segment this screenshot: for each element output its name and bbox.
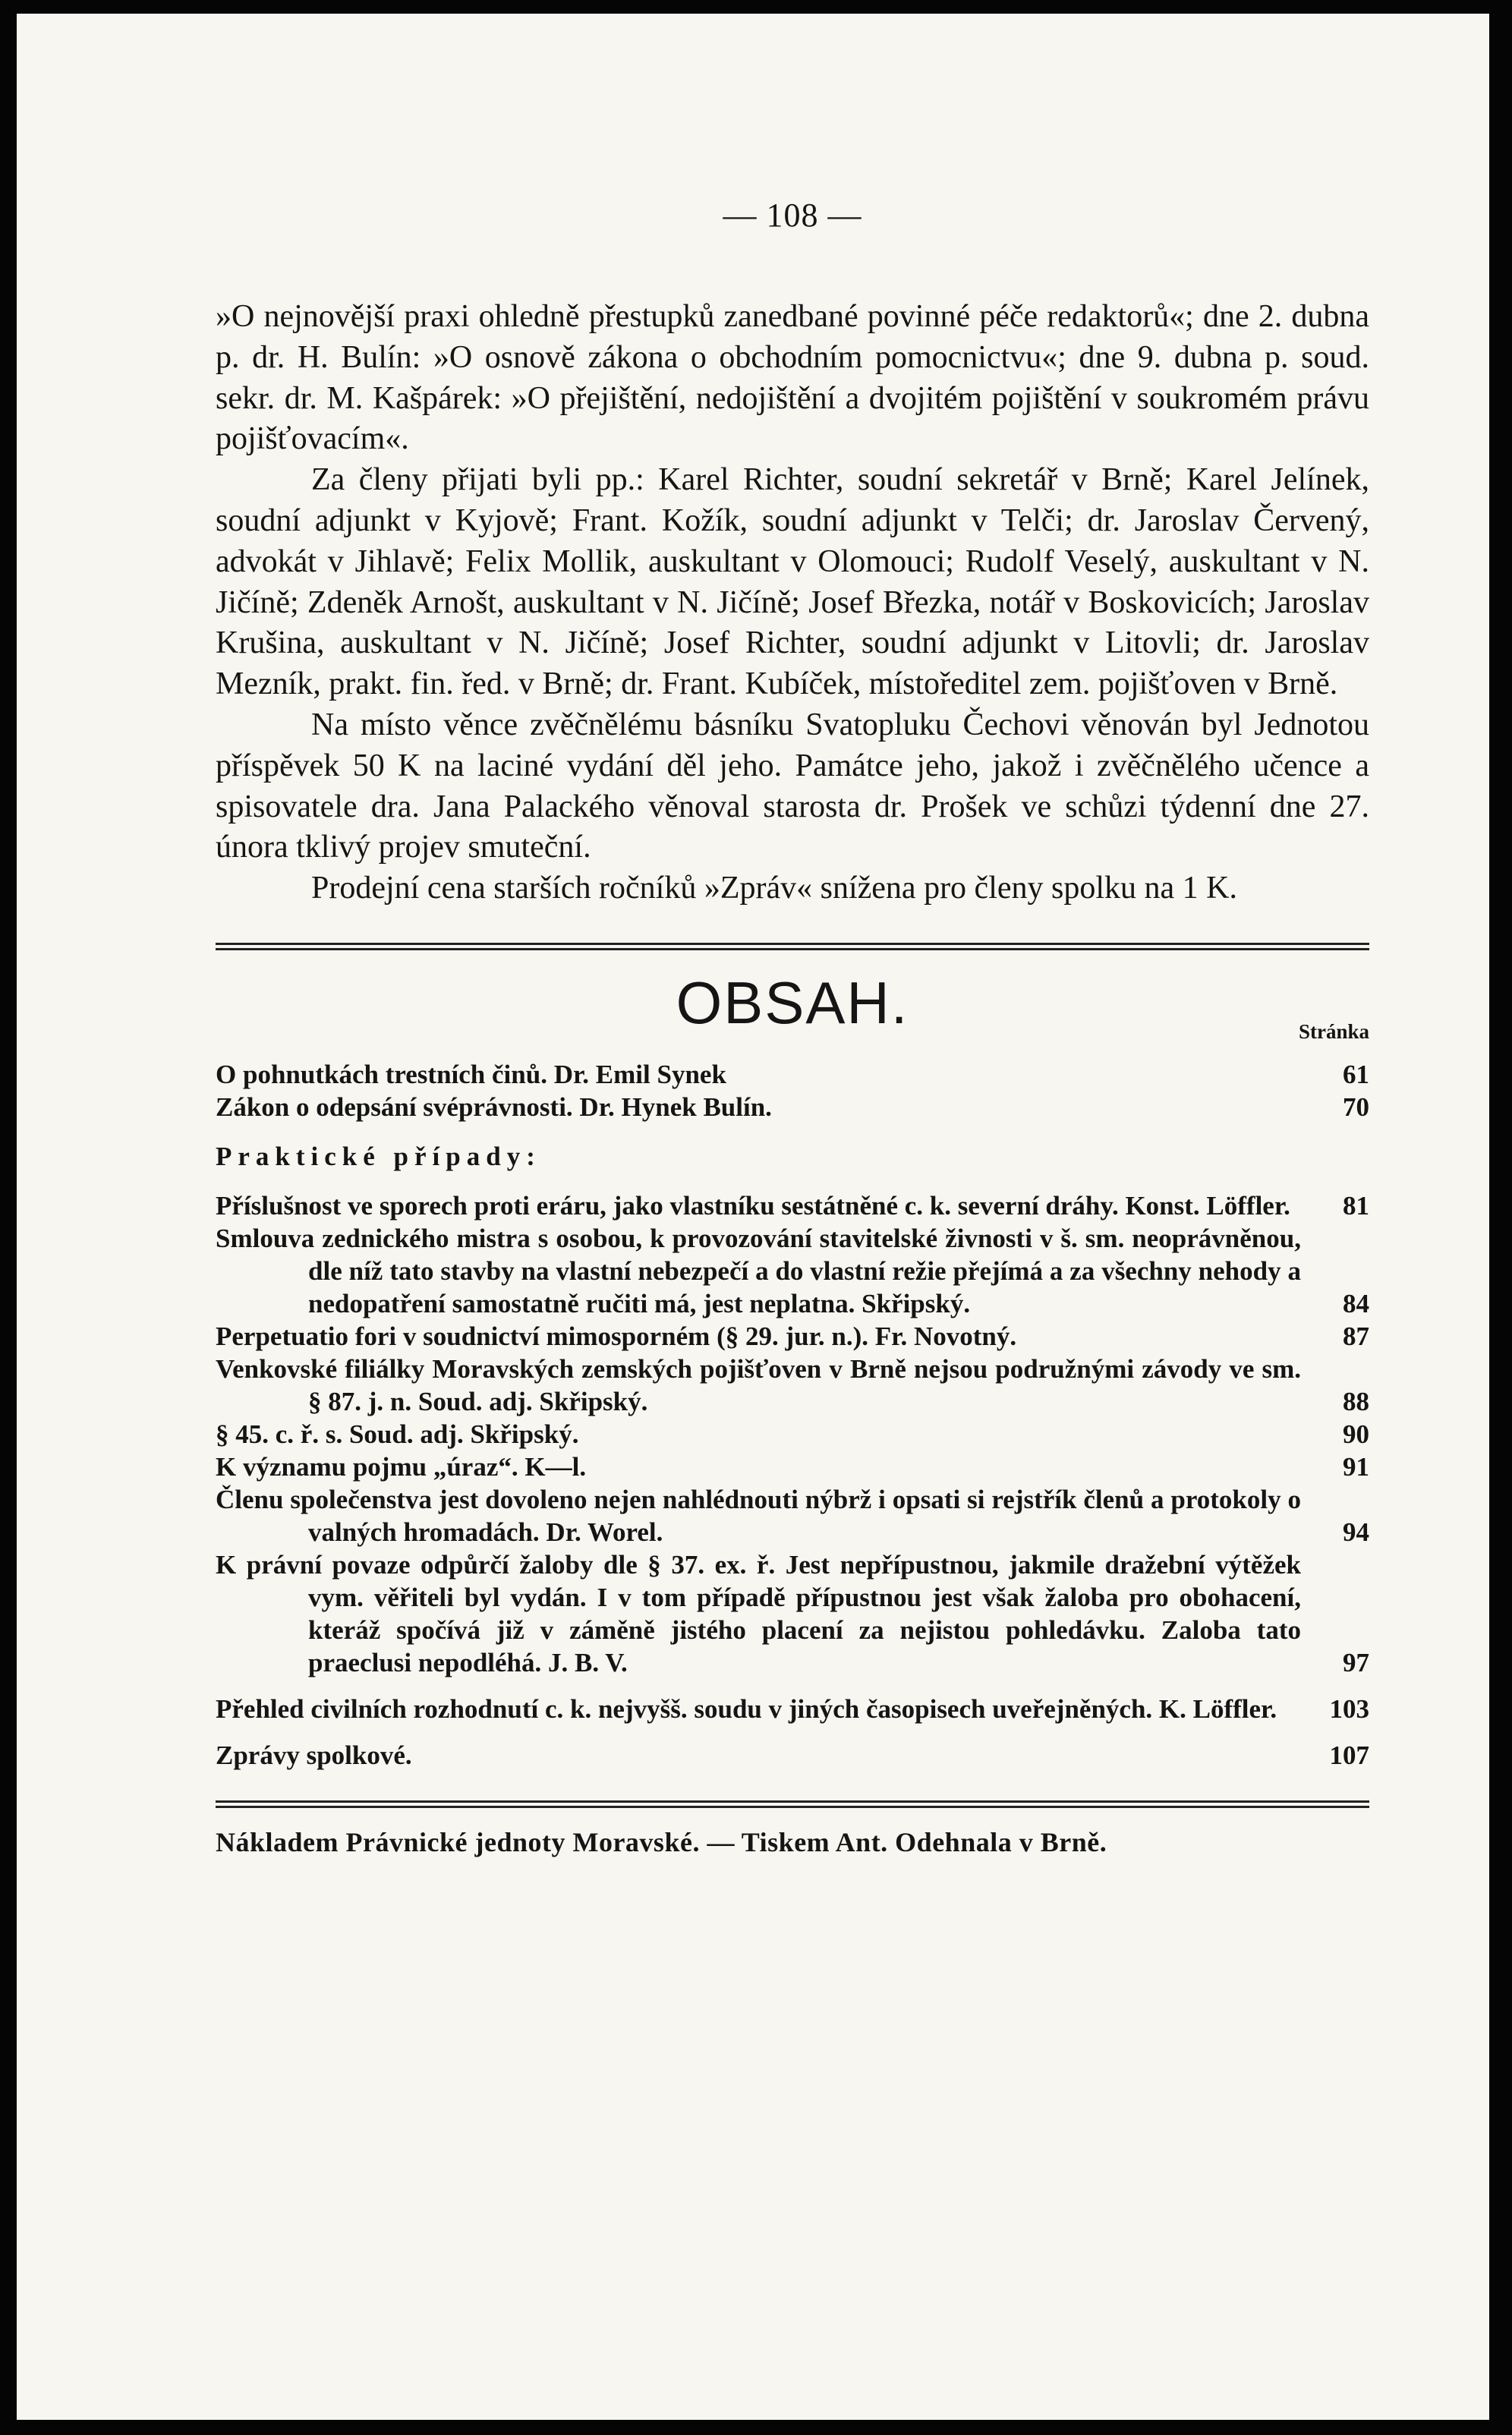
footer-rule [216, 1800, 1369, 1808]
toc-entry-page: 107 [1329, 1740, 1369, 1770]
toc-entry [216, 1222, 1369, 1320]
toc-entry [216, 1320, 1369, 1353]
toc-entry [216, 1739, 1369, 1772]
toc-entry-text: Zákon o odepsání svéprávnosti. Dr. Hynek Bulín. [216, 1091, 772, 1122]
toc-entry [216, 1058, 1369, 1091]
toc-entry [216, 1693, 1369, 1725]
toc-entry-text: § 45. c. ř. s. Soud. adj. Skřipský. [216, 1419, 579, 1449]
toc-title: OBSAH. [676, 969, 909, 1036]
paragraph-new-members: Za členy přijati byli pp.: Karel Richter, soudní sekretář v Brně; Karel Jelínek, soudní adjunkt v Kyjově; Frant. Kožík, soudní adjunkt v Telči; dr. Jaroslav Červený, advokát v Jihlavě; Felix Mollik, auskultant v Olomouci; Rudolf Veselý, auskultant v N. Jičíně; Zdeněk Arnošt, auskultant v N. Jičíně; Josef Březka, notář v Boskovicích; Jaroslav Krušina, auskultant v N. Jičíně; Josef Richter, soudní adjunkt v Litovli; dr. Jaroslav Mezník, prakt. fin. řed. v Brně; dr. Frant. Kubíček, místoředitel zem. pojišťoven v Brně. [216, 462, 1369, 702]
toc-entry-text: Přehled civilních rozhodnutí c. k. nejvyšš. soudu v jiných časopisech uveřejněných. K. Löffler. [216, 1693, 1277, 1724]
toc-entry-page: 87 [1343, 1321, 1369, 1351]
paragraph-price: Prodejní cena starších ročníků »Zpráv« snížena pro členy spolku na 1 K. [311, 871, 1237, 906]
toc-entry-text: Příslušnost ve sporech proti eráru, jako vlastníku sestátněné c. k. severní dráhy. Konst. Löffler. [216, 1190, 1290, 1221]
divider-rule [216, 943, 1369, 950]
toc-entry [216, 1189, 1369, 1222]
toc-entry-page: 103 [1329, 1693, 1369, 1724]
toc-entry [216, 1353, 1369, 1418]
toc-entry-text: O pohnutkách trestních činů. Dr. Emil Synek [216, 1059, 726, 1089]
toc-entry [216, 1451, 1369, 1483]
toc-entry-text: K významu pojmu „úraz“. K—l. [216, 1451, 587, 1482]
page-content [216, 196, 1369, 1858]
paragraph-lectures: »O nejnovější praxi ohledně přestupků zanedbané povinné péče redaktorů«; dne 2. dubna p. dr. H. Bulín: »O osnově zákona o obchodním pomocnictvu«; dne 9. dubna p. soud. sekr. dr. M. Kašpárek: »O přejištění, nedojištění a dvojitém pojištění v soukromém právu pojišťovacím«. [216, 299, 1369, 457]
toc-entry [216, 1091, 1369, 1123]
toc-entry-text: Perpetuatio fori v soudnictví mimosporném (§ 29. jur. n.). Fr. Novotný. [216, 1321, 1017, 1351]
toc-page-column-label: Stránka [1298, 1019, 1369, 1043]
toc-entry-text: K právní povaze odpůrčí žaloby dle § 37. ex. ř. Jest nepřípustnou, jakmile dražební výtěžek vym. věřiteli byl vydán. I v tom případě přípustnou jest však žaloba pro obohacení, kteráž spočívá již v záměně jistého placení za nejistou pohledávku. Zaloba tato praeclusi nepodléhá. J. B. V. [216, 1549, 1301, 1677]
page-number: — 108 — [723, 197, 862, 234]
toc-entry-page: 94 [1343, 1517, 1369, 1547]
toc-entry [216, 1483, 1369, 1548]
toc-entry [216, 1418, 1369, 1451]
toc-entry-text: Členu společenstva jest dovoleno nejen nahlédnouti nýbrž i opsati si rejstřík členů a protokoly o valných hromadách. Dr. Worel. [216, 1484, 1301, 1547]
toc-section-heading: Praktické případy: [216, 1141, 541, 1171]
toc-entry-page: 88 [1343, 1386, 1369, 1416]
toc-entry [216, 1548, 1369, 1679]
table-of-contents [216, 1058, 1369, 1772]
toc-entry-page: 70 [1343, 1091, 1369, 1122]
paragraph-cech-tribute: Na místo věnce zvěčnělému básníku Svatopluku Čechovi věnován byl Jednotou příspěvek 50 K na laciné vydání děl jeho. Památce jeho, jakož i zvěčnělého učence a spisovatele dra. Jana Palackého věnoval starosta dr. Prošek ve schůzi týdenní dne 27. února tklivý projev smuteční. [216, 707, 1369, 865]
toc-entry-page: 81 [1343, 1190, 1369, 1221]
toc-header [216, 969, 1369, 1058]
toc-entry-text: Smlouva zednického mistra s osobou, k provozování stavitelské živnosti v š. sm. neoprávněnou, dle níž tato stavby na vlastní nebezpečí a do vlastní režie přejímá a za všechny nehody a nedopatření samostatně ručiti má, jest neplatna. Skřipský. [216, 1223, 1301, 1318]
toc-entry-page: 91 [1343, 1451, 1369, 1482]
page-sheet [17, 14, 1489, 2420]
body-text [216, 297, 1369, 909]
toc-entry-page: 84 [1343, 1288, 1369, 1318]
toc-entry-text: Venkovské filiálky Moravských zemských pojišťoven v Brně nejsou podružnými závody ve sm. § 87. j. n. Soud. adj. Skřipský. [216, 1353, 1301, 1416]
toc-entry-text: Zprávy spolkové. [216, 1740, 412, 1770]
publisher-imprint: Nákladem Právnické jednoty Moravské. — Tiskem Ant. Odehnala v Brně. [216, 1826, 1107, 1857]
toc-entry-page: 97 [1343, 1647, 1369, 1677]
toc-entry-page: 61 [1343, 1059, 1369, 1089]
toc-entry-page: 90 [1343, 1419, 1369, 1449]
